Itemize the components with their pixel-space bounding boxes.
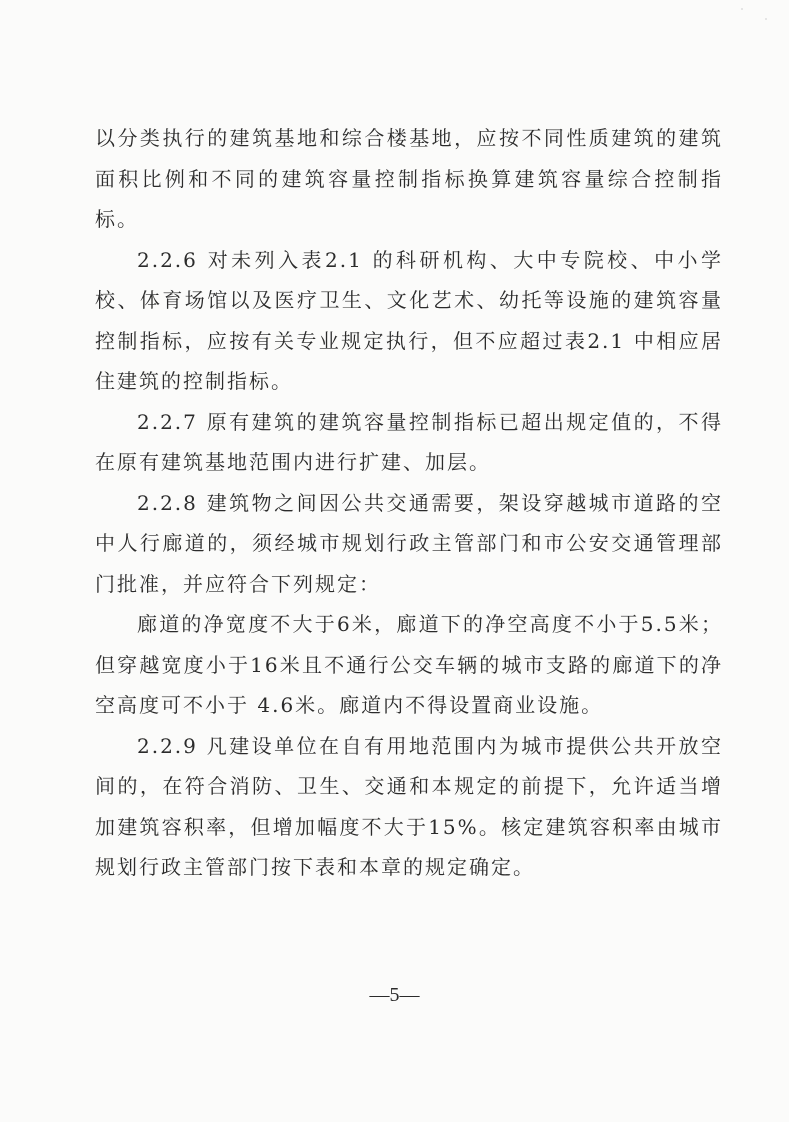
paragraph-2-2-9: 2.2.9 凡建设单位在自有用地范围内为城市提供公共开放空间的，在符合消防、卫生、交通和本规定的前提下，允许适当增加建筑容积率，但增加幅度不大于15%。核定建筑容积率由城市规划行政主管部门按下表和本章的规定确定。 [95,733,723,879]
paragraph-2-2-6: 2.2.6 对未列入表2.1 的科研机构、大中专院校、中小学校、体育场馆以及医疗卫生、文化艺术、幼托等设施的建筑容量控制指标，应按有关专业规定执行，但不应超过表2.1 中相应居住建筑的控制指标。 [95,247,723,393]
paragraph-continuation: 以分类执行的建筑基地和综合楼基地，应按不同性质建筑的建筑面积比例和不同的建筑容量控制指标换算建筑容量综合控制指标。 [95,126,723,231]
scan-mark [765,18,767,20]
page-number: —5— [369,984,420,1006]
paragraph-2-2-7: 2.2.7 原有建筑的建筑容量控制指标已超出规定值的，不得在原有建筑基地范围内进行扩建、加层。 [95,409,723,474]
paragraph-corridor-rules: 廊道的净宽度不大于6米，廊道下的净空高度不小于5.5米；但穿越宽度小于16米且不通行公交车辆的城市支路的廊道下的净空高度可不小于 4.6米。廊道内不得设置商业设施。 [95,612,723,717]
scan-mark [741,8,743,10]
body-text [95,118,723,888]
paragraph-2-2-8: 2.2.8 建筑物之间因公共交通需要，架设穿越城市道路的空中人行廊道的，须经城市规划行政主管部门和市公安交通管理部门批准，并应符合下列规定： [95,490,723,596]
